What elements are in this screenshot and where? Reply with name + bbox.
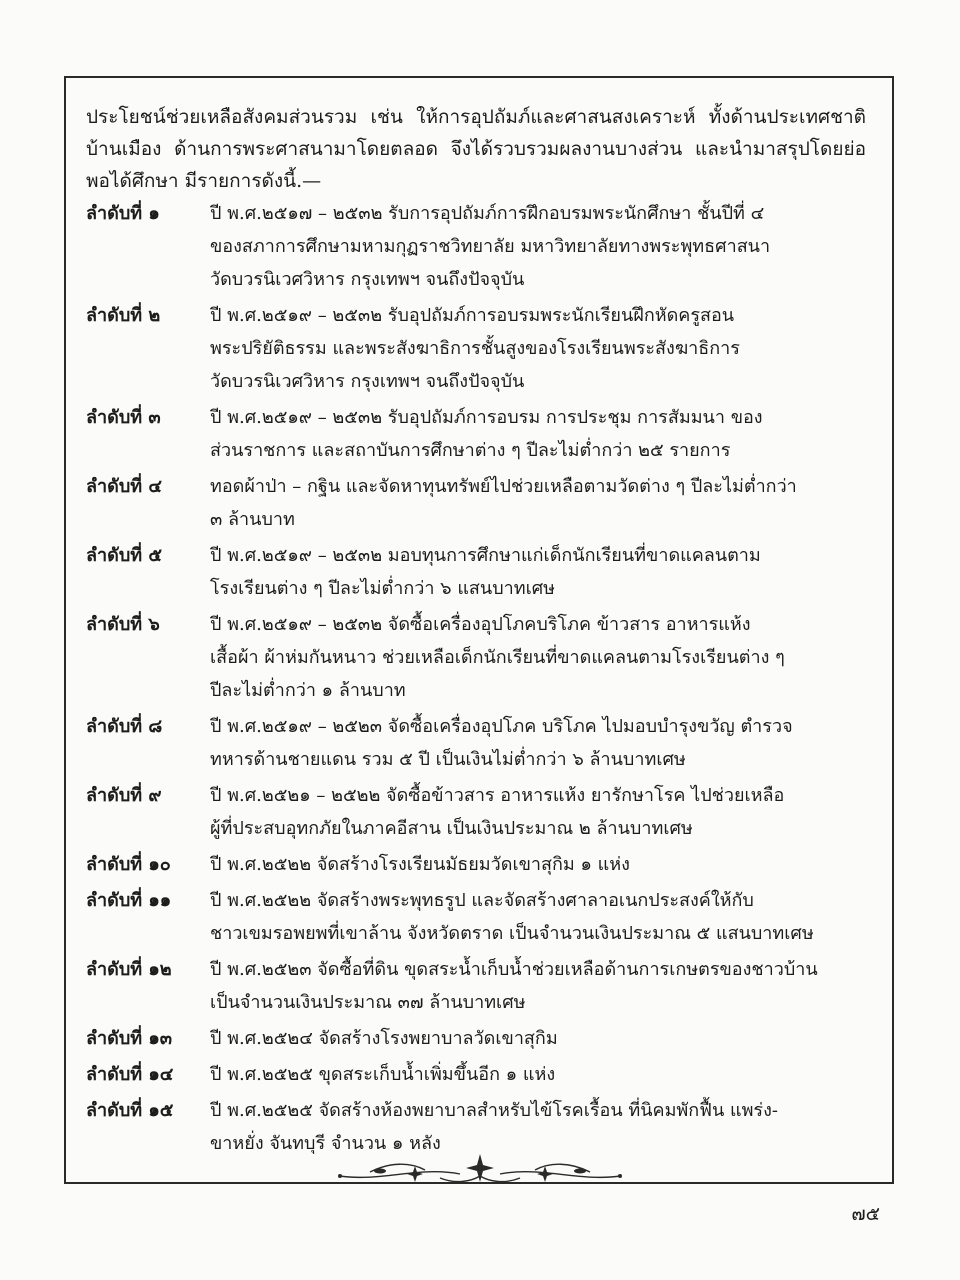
entry-line: เป็นจำนวนเงินประมาณ ๓๗ ล้านบาทเศษ — [210, 992, 526, 1013]
intro-line: พอได้ศึกษา มีรายการดังนี้.— — [86, 170, 322, 192]
entry-line: ปีละไม่ต่ำกว่า ๑ ล้านบาท — [210, 680, 406, 701]
entry-line: ปี พ.ศ.๒๕๑๙ – ๒๕๒๓ จัดซื้อเครื่องอุปโภค บริโภค ไปมอบบำรุงขวัญ ตำรวจ — [210, 716, 793, 737]
entry-number: ลำดับที่ ๑๕ — [86, 1100, 174, 1121]
entry-line: ปี พ.ศ.๒๕๑๙ – ๒๕๓๒ มอบทุนการศึกษาแก่เด็กนักเรียนที่ขาดแคลนตาม — [210, 545, 761, 566]
entry-text — [210, 1058, 866, 1091]
entry-line: ๓ ล้านบาท — [210, 509, 295, 530]
entry-number: ลำดับที่ ๑ — [86, 203, 160, 224]
entry-line: วัดบวรนิเวศวิหาร กรุงเทพฯ จนถึงปัจจุบัน — [210, 269, 525, 290]
entry-text — [210, 848, 866, 881]
entry-text — [210, 1022, 866, 1055]
entry-line: ปี พ.ศ.๒๕๒๑ – ๒๕๒๒ จัดซื้อข้าวสาร อาหารแห้ง ยารักษาโรค ไปช่วยเหลือ — [210, 785, 785, 806]
entry-line: ชาวเขมรอพยพที่เขาล้าน จังหวัดตราด เป็นจำนวนเงินประมาณ ๕ แสนบาทเศษ — [210, 923, 814, 944]
list-item — [86, 953, 876, 1019]
list-item — [86, 1094, 876, 1160]
list-item — [86, 1022, 876, 1055]
page-number: ๗๕ — [851, 1203, 880, 1225]
list-item — [86, 884, 876, 950]
intro-line: บ้านเมือง ด้านการพระศาสนามาโดยตลอด จึงได้รวบรวมผลงานบางส่วน และนำมาสรุปโดยย่อ — [86, 138, 866, 160]
entry-line: โรงเรียนต่าง ๆ ปีละไม่ต่ำกว่า ๖ แสนบาทเศษ — [210, 578, 556, 599]
list-item — [86, 779, 876, 845]
entry-number: ลำดับที่ ๑๑ — [86, 890, 172, 911]
list-item — [86, 539, 876, 605]
entry-number: ลำดับที่ ๑๐ — [86, 854, 171, 875]
entry-line: ปี พ.ศ.๒๕๑๙ – ๒๕๓๒ จัดซื้อเครื่องอุปโภคบริโภค ข้าวสาร อาหารแห้ง — [210, 614, 751, 635]
entry-text — [210, 710, 866, 776]
entry-line: ปี พ.ศ.๒๕๒๕ จัดสร้างห้องพยาบาลสำหรับไข้โรคเรื้อน ที่นิคมพักฟื้น แพร่ง- — [210, 1100, 778, 1121]
entry-line: ปี พ.ศ.๒๕๒๔ จัดสร้างโรงพยาบาลวัดเขาสุกิม — [210, 1028, 558, 1049]
entry-number: ลำดับที่ ๙ — [86, 785, 162, 806]
entry-number: ลำดับที่ ๔ — [86, 476, 163, 497]
entry-number: ลำดับที่ ๑๒ — [86, 959, 172, 980]
list-item — [86, 299, 876, 398]
entry-text — [210, 299, 866, 398]
entry-line: ส่วนราชการ และสถาบันการศึกษาต่าง ๆ ปีละไม่ต่ำกว่า ๒๕ รายการ — [210, 440, 731, 461]
entry-line: วัดบวรนิเวศวิหาร กรุงเทพฯ จนถึงปัจจุบัน — [210, 371, 525, 392]
floral-divider-icon — [320, 1152, 640, 1186]
list-item — [86, 197, 876, 296]
entry-line: ผู้ที่ประสบอุทกภัยในภาคอีสาน เป็นเงินประมาณ ๒ ล้านบาทเศษ — [210, 818, 693, 839]
entry-number: ลำดับที่ ๑๓ — [86, 1028, 173, 1049]
entry-number: ลำดับที่ ๖ — [86, 614, 160, 635]
entry-line: เสื้อผ้า ผ้าห่มกันหนาว ช่วยเหลือเด็กนักเรียนที่ขาดแคลนตามโรงเรียนต่าง ๆ — [210, 647, 785, 668]
entry-number: ลำดับที่ ๕ — [86, 545, 163, 566]
entry-text — [210, 608, 866, 707]
entry-line: ปี พ.ศ.๒๕๒๒ จัดสร้างโรงเรียนมัธยมวัดเขาสุกิม ๑ แห่ง — [210, 854, 630, 875]
entry-number: ลำดับที่ ๑๔ — [86, 1064, 174, 1085]
list-item — [86, 608, 876, 707]
entry-text — [210, 401, 866, 467]
list-item — [86, 401, 876, 467]
entry-line: ปี พ.ศ.๒๕๒๒ จัดสร้างพระพุทธรูป และจัดสร้างศาลาอเนกประสงค์ให้กับ — [210, 890, 754, 911]
entry-number: ลำดับที่ ๓ — [86, 407, 161, 428]
entry-text — [210, 884, 866, 950]
entry-line: ปี พ.ศ.๒๕๒๓ จัดซื้อที่ดิน ขุดสระน้ำเก็บน้ำช่วยเหลือด้านการเกษตรของชาวบ้าน — [210, 959, 818, 980]
entry-list — [86, 197, 876, 1163]
list-item — [86, 470, 876, 536]
entry-line: ปี พ.ศ.๒๕๑๗ – ๒๕๓๒ รับการอุปถัมภ์การฝึกอบรมพระนักศึกษา ชั้นปีที่ ๔ — [210, 203, 765, 224]
entry-text — [210, 539, 866, 605]
intro-paragraph — [86, 101, 866, 197]
entry-line: ทหารด้านชายแดน รวม ๕ ปี เป็นเงินไม่ต่ำกว่า ๖ ล้านบาทเศษ — [210, 749, 686, 770]
entry-text — [210, 470, 866, 536]
entry-line: ปี พ.ศ.๒๕๑๙ – ๒๕๓๒ รับอุปถัมภ์การอบรม การประชุม การสัมมนา ของ — [210, 407, 763, 428]
entry-line: พระปริยัติธรรม และพระสังฆาธิการชั้นสูงของโรงเรียนพระสังฆาธิการ — [210, 338, 740, 359]
entry-line: ปี พ.ศ.๒๕๑๙ – ๒๕๓๒ รับอุปถัมภ์การอบรมพระนักเรียนฝึกหัดครูสอน — [210, 305, 735, 326]
entry-line: ปี พ.ศ.๒๕๒๕ ขุดสระเก็บน้ำเพิ่มขึ้นอีก ๑ แห่ง — [210, 1064, 556, 1085]
entry-number: ลำดับที่ ๘ — [86, 716, 163, 737]
entry-text — [210, 779, 866, 845]
list-item — [86, 1058, 876, 1091]
entry-text — [210, 197, 866, 296]
intro-line: ประโยชน์ช่วยเหลือสังคมส่วนรวม เช่น ให้การอุปถัมภ์และศาสนสงเคราะห์ ทั้งด้านประเทศชาติ — [86, 106, 866, 128]
entry-number: ลำดับที่ ๒ — [86, 305, 161, 326]
entry-line: ทอดผ้าป่า – กฐิน และจัดหาทุนทรัพย์ไปช่วยเหลือตามวัดต่าง ๆ ปีละไม่ต่ำกว่า — [210, 476, 797, 497]
entry-line: ขาหยั่ง จันทบุรี จำนวน ๑ หลัง — [210, 1133, 441, 1154]
list-item — [86, 710, 876, 776]
list-item — [86, 848, 876, 881]
entry-line: ของสภาการศึกษามหามกุฏราชวิทยาลัย มหาวิทยาลัยทางพระพุทธศาสนา — [210, 236, 771, 257]
entry-text — [210, 1094, 866, 1160]
entry-text — [210, 953, 866, 1019]
